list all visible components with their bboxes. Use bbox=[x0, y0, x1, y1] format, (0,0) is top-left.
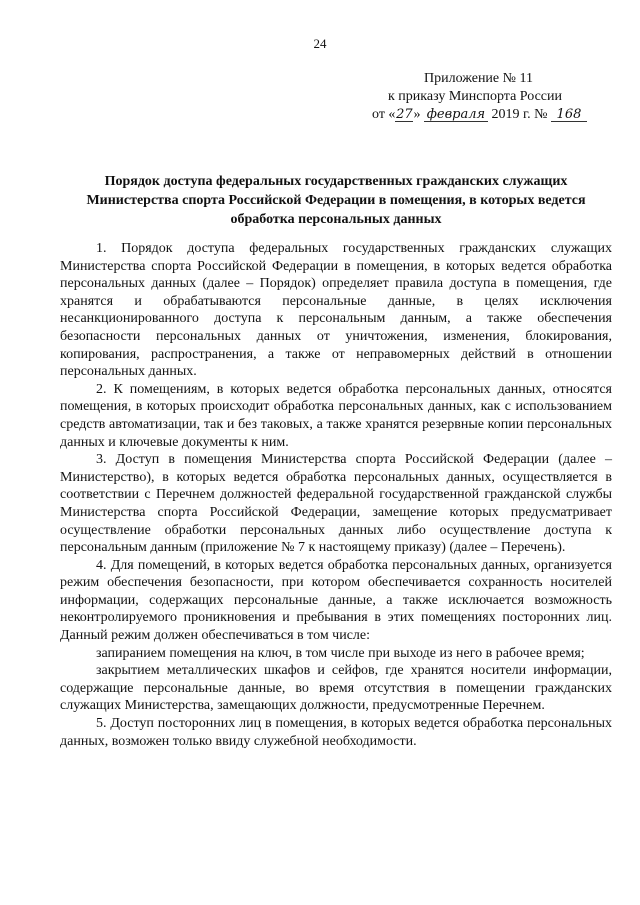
paragraph-3: 3. Доступ в помещения Министерства спорта Российской Федерации (далее – Министерство), в которых ведется обработка персональных данных, осуществляется в соответствии с Перечнем должностей федеральной государственной гражданской службы Министерства спорта Российской Федерации, замещение которых предусматривает осуществление обработки персональных данных либо осуществление доступа к персональным данным (приложение № 7 к настоящему приказу) (далее – Перечень). bbox=[60, 452, 612, 556]
page-number: 24 bbox=[313, 36, 327, 51]
paragraph-4: 4. Для помещений, в которых ведется обработка персональных данных, организуется режим обеспечения безопасности, при котором обеспечивается сохранность носителей информации, содержащих персональные данные, а также исключается возможность неконтролируемого проникновения и пребывания в этих помещениях посторонних лиц. Данный режим должен обеспечиваться в том числе: bbox=[60, 557, 612, 644]
order-number-handwritten: 168 bbox=[551, 108, 587, 122]
date-day-handwritten: 27 bbox=[396, 107, 413, 122]
date-quote-close: » bbox=[413, 107, 421, 122]
appendix-order-ref: к приказу Минспорта России bbox=[388, 89, 562, 104]
appendix-block bbox=[372, 70, 622, 124]
date-prefix: от « bbox=[372, 107, 396, 122]
appendix-number: Приложение № 11 bbox=[424, 71, 533, 86]
date-month-handwritten: февраля bbox=[424, 108, 488, 122]
date-year: 2019 г. № bbox=[491, 107, 548, 122]
appendix-date-line bbox=[372, 106, 622, 124]
document-title: Порядок доступа федеральных государственных гражданских служащих Министерства спорта Российской Федерации в помещения, в которых ведется обработка персональных данных bbox=[86, 174, 586, 227]
paragraph-4-item-2: закрытием металлических шкафов и сейфов, где хранятся носители информации, содержащие персональные данные, во время отсутствия в помещении гражданских служащих Министерства, замещающих должности, предусмотренные Перечнем. bbox=[60, 663, 612, 714]
document-body bbox=[60, 240, 612, 750]
paragraph-1: 1. Порядок доступа федеральных государственных гражданских служащих Министерства спорта Российской Федерации в помещения, в которых ведется обработка персональных данных (далее – Порядок) определяет правила доступа в помещения, где хранятся и обрабатываются персональные данные, в целях исключения несанкционированного доступа к персональным данным, а также обеспечения безопасности персональных данных от уничтожения, изменения, блокирования, копирования, распространения, а также от неправомерных действий в отношении персональных данных. bbox=[60, 241, 612, 380]
paragraph-2: 2. К помещениям, в которых ведется обработка персональных данных, относятся помещения, в которых происходит обработка персональных данных, как с использованием средств автоматизации, так и без таковых, а также хранятся резервные копии персональных данных и ключевые документы к ним. bbox=[60, 381, 612, 450]
paragraph-4-item-1: запиранием помещения на ключ, в том числе при выходе из него в рабочее время; bbox=[96, 645, 585, 661]
paragraph-5: 5. Доступ посторонних лиц в помещения, в которых ведется обработка персональных данных, возможен только ввиду служебной необходимости. bbox=[60, 716, 612, 749]
